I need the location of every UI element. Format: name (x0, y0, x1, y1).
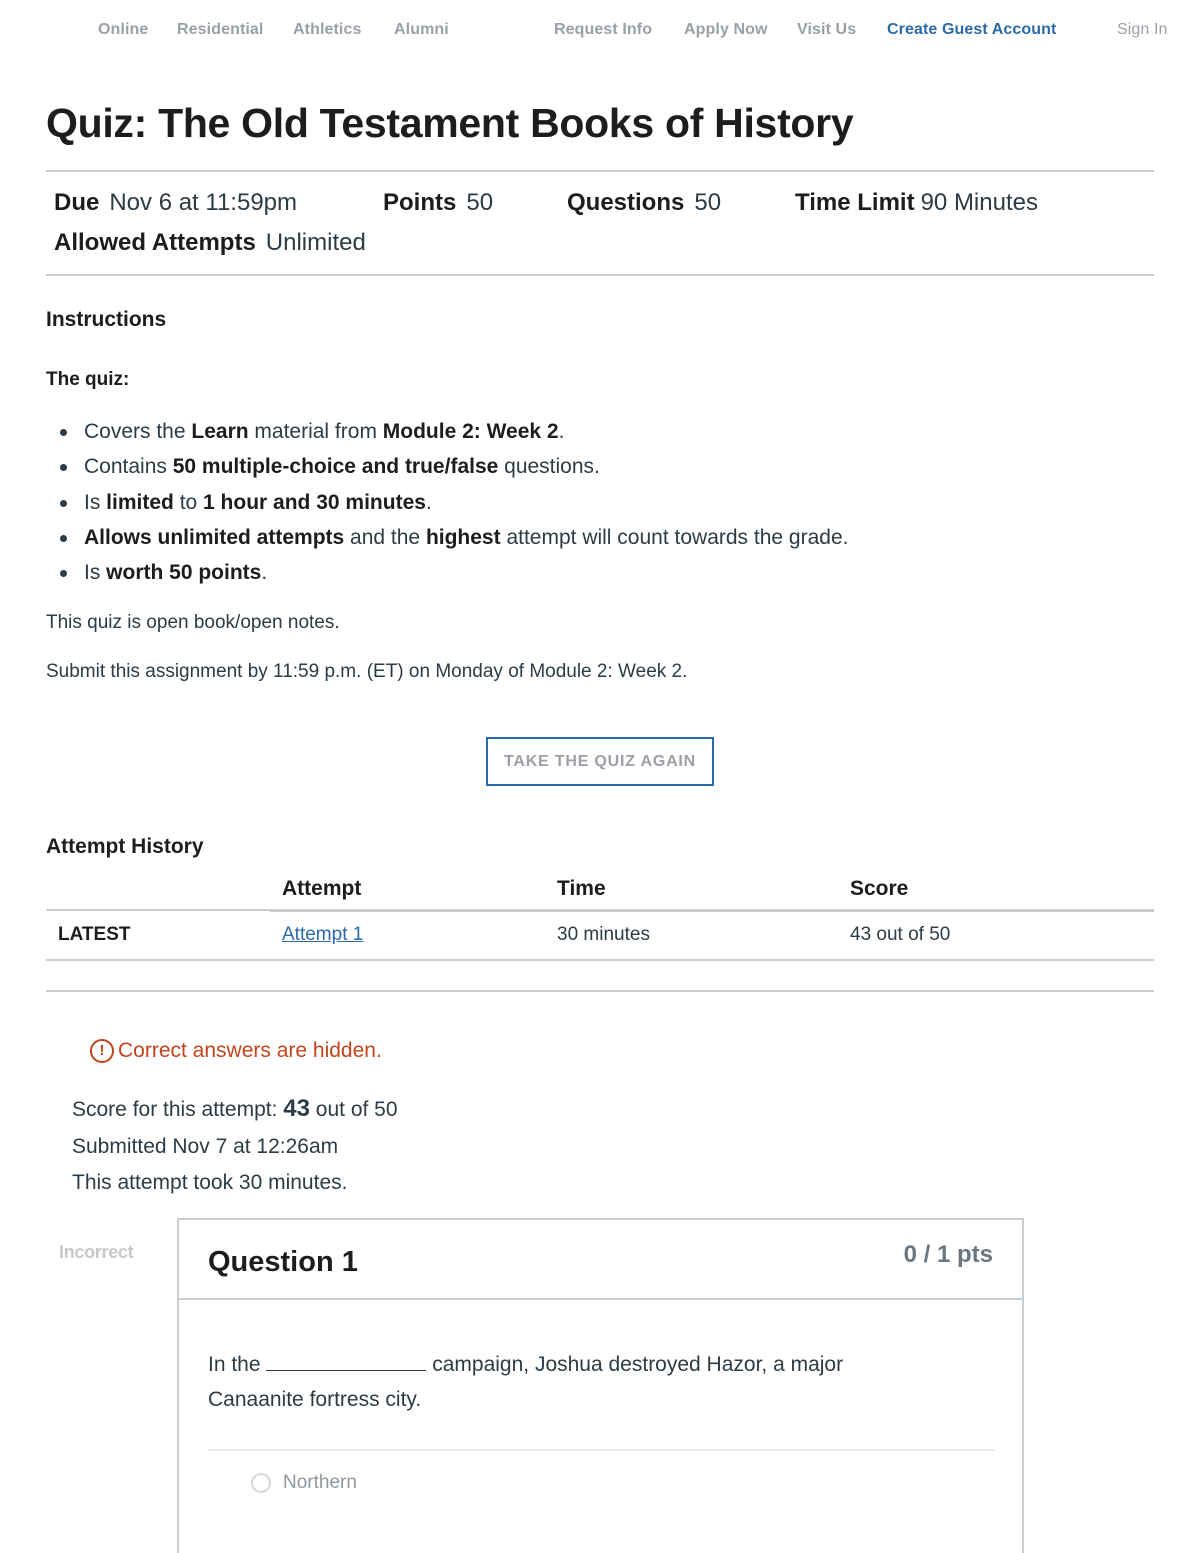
instruction-text: . (558, 420, 565, 443)
instruction-emphasis: Allows unlimited attempts (84, 525, 345, 549)
instructions-heading: Instructions (46, 308, 167, 331)
nav-alumni[interactable]: Alumni (394, 21, 449, 38)
answers-hidden-notice (90, 1039, 382, 1063)
meta-due (54, 189, 297, 217)
top-nav (0, 0, 1200, 64)
meta-attempts-value: Unlimited (265, 229, 366, 256)
instructions-subheading: The quiz: (46, 369, 130, 390)
meta-attempts-label: Allowed Attempts (54, 229, 256, 256)
instruction-text: Covers the (84, 420, 192, 443)
attempt-link[interactable]: Attempt 1 (282, 924, 364, 946)
meta-questions-value: 50 (694, 189, 722, 216)
nav-residential[interactable]: Residential (177, 21, 264, 38)
meta-divider (46, 274, 1154, 276)
meta-due-label: Due (54, 189, 100, 216)
question-title: Question 1 (208, 1246, 358, 1278)
question-header (179, 1220, 1022, 1300)
submitted-time: Submitted Nov 7 at 12:26am (72, 1135, 339, 1158)
column-header-time: Time (545, 866, 838, 910)
instruction-text: . (425, 490, 432, 514)
meta-due-value: Nov 6 at 11:59pm (109, 189, 298, 216)
page-title: Quiz: The Old Testament Books of History (46, 100, 854, 146)
note-submit: Submit this assignment by 11:59 p.m. (ET) on Monday of Module 2: Week 2. (46, 661, 688, 682)
instruction-text: attempt will count towards the grade. (500, 525, 849, 549)
instruction-text: and the (344, 525, 426, 549)
instruction-text: . (261, 561, 268, 585)
score-value: 43 (283, 1095, 310, 1122)
attempt-history-table (46, 866, 1154, 961)
instruction-item (60, 485, 848, 520)
row-time: 30 minutes (545, 910, 838, 960)
meta-time-limit (795, 189, 1038, 217)
nav-create-guest-account[interactable]: Create Guest Account (887, 21, 1057, 38)
attempt-history-heading: Attempt History (46, 835, 204, 858)
instruction-item (60, 520, 848, 555)
question-card (177, 1218, 1024, 1553)
question-divider (208, 1449, 995, 1451)
column-header-tag (46, 866, 270, 910)
attempt-duration: This attempt took 30 minutes. (72, 1171, 348, 1194)
column-header-attempt: Attempt (270, 866, 545, 910)
instruction-emphasis: Module 2: Week 2 (382, 420, 559, 443)
column-header-score: Score (838, 866, 1154, 910)
meta-time-limit-label: Time Limit (795, 189, 915, 216)
nav-athletics[interactable]: Athletics (293, 21, 362, 38)
score-prefix: Score for this attempt: (72, 1098, 284, 1121)
instruction-emphasis: limited (106, 490, 174, 514)
take-quiz-again-button[interactable]: TAKE THE QUIZ AGAIN (486, 737, 714, 786)
meta-time-limit-value: 90 Minutes (920, 189, 1038, 216)
question-text (208, 1347, 908, 1417)
meta-questions (567, 189, 721, 217)
instruction-text: Is (84, 561, 107, 585)
nav-request-info[interactable]: Request Info (554, 21, 653, 38)
note-open-book: This quiz is open book/open notes. (46, 612, 340, 633)
nav-sign-in[interactable]: Sign In (1117, 21, 1168, 38)
instructions-list (60, 414, 848, 590)
row-attempt-cell (270, 910, 545, 960)
question-status: Incorrect (59, 1242, 134, 1262)
meta-points-value: 50 (466, 189, 494, 216)
question-points: 0 / 1 pts (903, 1241, 993, 1268)
instruction-emphasis: worth 50 points (106, 561, 262, 585)
fill-in-blank (266, 1353, 426, 1371)
nav-visit-us[interactable]: Visit Us (797, 21, 857, 38)
answers-hidden-text: Correct answers are hidden. (118, 1039, 382, 1062)
title-divider (46, 170, 1154, 172)
instruction-text: Is (84, 490, 107, 514)
row-tag: LATEST (46, 910, 270, 960)
instruction-emphasis: 50 multiple-choice and true/false (172, 455, 499, 479)
meta-points-label: Points (383, 189, 457, 216)
instruction-item (60, 449, 848, 484)
instruction-text: to (173, 490, 204, 514)
instruction-emphasis: 1 hour and 30 minutes (203, 490, 426, 514)
table-row (46, 910, 1154, 960)
score-suffix: out of 50 (309, 1098, 398, 1121)
instruction-text: questions. (498, 455, 600, 479)
answer-label: Northern (283, 1472, 357, 1493)
answer-option[interactable] (251, 1472, 357, 1494)
nav-apply-now[interactable]: Apply Now (684, 21, 768, 38)
history-divider (46, 990, 1154, 992)
instruction-emphasis: Learn (191, 420, 249, 443)
question-text-before: In the (208, 1353, 267, 1376)
row-score: 43 out of 50 (838, 910, 1154, 960)
attempt-score (72, 1095, 398, 1123)
instruction-text: Contains (84, 455, 173, 479)
meta-questions-label: Questions (567, 189, 685, 216)
instruction-item (60, 414, 848, 449)
question-text-after: campaign, Joshua destroyed Hazor, a major Canaanite fortress city. (208, 1353, 844, 1411)
radio-icon[interactable] (251, 1473, 271, 1493)
table-header-row (46, 866, 1154, 910)
instruction-emphasis: highest (425, 525, 501, 549)
warning-circle-icon: ! (90, 1039, 114, 1063)
nav-online[interactable]: Online (98, 21, 149, 38)
meta-attempts (54, 229, 366, 257)
meta-points (383, 189, 493, 217)
instruction-item (60, 555, 848, 590)
instruction-text: material from (248, 420, 383, 443)
